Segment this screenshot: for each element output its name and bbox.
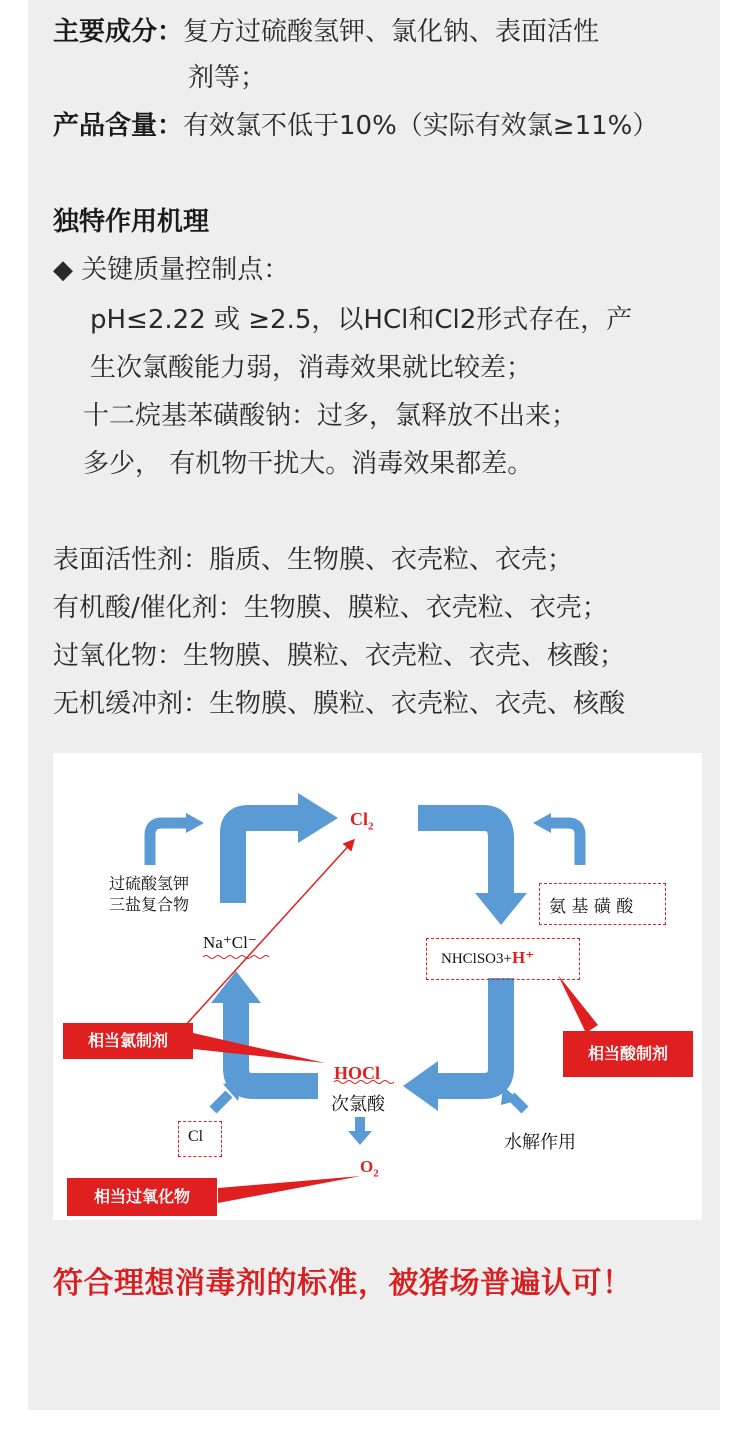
small-arrowhead-down	[348, 1131, 372, 1145]
mechanism-line-3: 十二烷基苯磺酸钠：过多，氯释放不出来；	[83, 401, 578, 431]
mechanism-line-4: 多少， 有机物干扰大。消毒效果都差。	[83, 449, 534, 479]
red-pointer-acid	[558, 975, 598, 1033]
label-peroxide-agent: 相当过氧化物	[67, 1178, 217, 1216]
composition-label: 主要成分：	[53, 17, 184, 47]
red-pointer-peroxide	[218, 1176, 361, 1203]
label-acid-agent: 相当酸制剂	[563, 1031, 693, 1077]
small-arrow-top-left	[150, 823, 188, 865]
cl2-symbol: Cl	[350, 809, 368, 829]
persulfate-line-1: 过硫酸氢钾	[109, 874, 190, 893]
mechanism-line-1: pH≤2.22 或 ≥2.5，以HCl和Cl2形式存在，产	[90, 305, 633, 335]
ingredient-line-1: 表面活性剂：脂质、生物膜、衣壳粒、衣壳；	[53, 545, 574, 575]
nacl-label: Na⁺Cl⁻	[203, 933, 257, 952]
h-plus-label: H⁺	[511, 948, 535, 967]
composition-value: 复方过硫酸氢钾、氯化钠、表面活性	[183, 17, 600, 47]
loop-arrow-right-top	[418, 818, 501, 893]
loop-arrowhead-down	[475, 893, 527, 925]
ingredient-line-4: 无机缓冲剂：生物膜、膜粒、衣壳粒、衣壳、核酸	[53, 689, 626, 719]
hocl-label: HOCl	[334, 1063, 381, 1083]
ingredient-line-3: 过氧化物：生物膜、膜粒、衣壳粒、衣壳、核酸；	[53, 641, 626, 671]
cl-label: Cl	[188, 1128, 204, 1145]
nhclso3-row	[441, 948, 534, 968]
mechanism-heading: 独特作用机理	[53, 207, 210, 237]
loop-arrow-right-bottom	[438, 978, 501, 1086]
persulfate-line-2: 三盐复合物	[109, 895, 190, 914]
hydrolysis-label: 水解作用	[504, 1132, 576, 1153]
diagram-arrows	[53, 753, 702, 1220]
small-arrow-top-right	[549, 823, 580, 865]
red-pointer-chlorine	[193, 1033, 325, 1063]
loop-arrowhead-up	[211, 971, 261, 1003]
mechanism-line-2: 生次氯酸能力弱，消毒效果就比较差；	[90, 353, 533, 383]
content-spec-value: 有效氯不低于10%（实际有效氯≥11%）	[183, 111, 659, 141]
composition-row	[53, 14, 599, 50]
o2-label	[360, 1157, 379, 1179]
content-spec-label: 产品含量：	[53, 111, 184, 141]
loop-arrow-left-top	[233, 818, 298, 903]
o2-subscript: 2	[373, 1167, 379, 1180]
closing-statement: 符合理想消毒剂的标准，被猪场普遍认可！	[53, 1266, 633, 1301]
loop-arrow-left-bottom	[236, 1003, 318, 1086]
nhclso3-label: NHClSO3+	[441, 951, 512, 967]
o2-symbol: O	[360, 1157, 374, 1176]
mechanism-diagram	[53, 753, 702, 1220]
small-arrow-bottom-left	[213, 1094, 229, 1110]
persulfate-label	[109, 873, 189, 915]
cl2-subscript: 2	[368, 820, 374, 833]
loop-arrowhead-left	[403, 1061, 438, 1111]
sulfamic-label: 氨 基 磺 酸	[549, 897, 634, 917]
cl2-label	[350, 809, 374, 833]
loop-arrowhead-right	[298, 793, 338, 843]
composition-value-cont: 剂等；	[188, 63, 267, 93]
small-arrowhead-top-left	[186, 813, 204, 833]
mechanism-bullet-title: ◆ 关键质量控制点：	[53, 255, 290, 285]
ingredient-line-2: 有机酸/催化剂：生物膜、膜粒、衣壳粒、衣壳；	[53, 593, 608, 623]
label-chlorine-agent: 相当氯制剂	[63, 1023, 193, 1059]
content-spec-row	[53, 108, 658, 144]
hocl-name: 次氯酸	[331, 1094, 385, 1115]
nacl-underline	[203, 956, 269, 959]
small-arrowhead-top-right	[533, 813, 551, 833]
